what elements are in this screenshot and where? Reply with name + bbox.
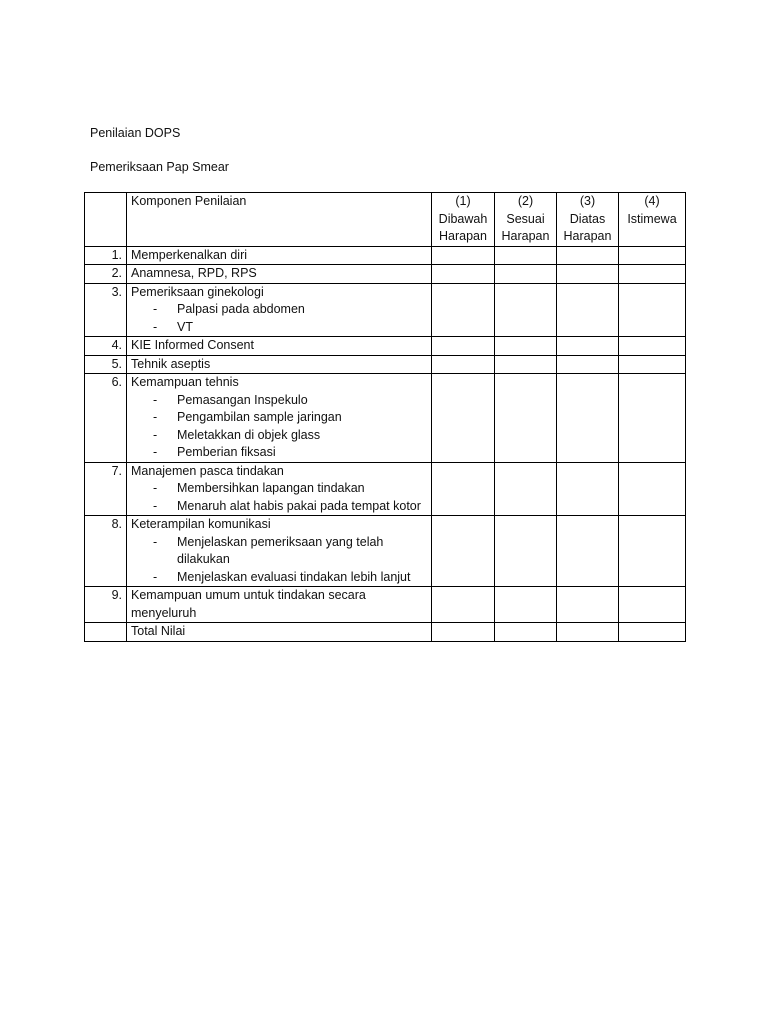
score-3-label-line1: Diatas bbox=[569, 211, 606, 226]
score-1-cell[interactable] bbox=[432, 462, 495, 516]
score-3-cell[interactable] bbox=[557, 283, 619, 337]
score-3-number: (3) bbox=[579, 194, 596, 208]
subitem: - Pemberian fiksasi bbox=[131, 444, 427, 462]
document-subtitle: Pemeriksaan Pap Smear bbox=[90, 160, 229, 174]
component-label: Kemampuan tehnis bbox=[131, 375, 239, 389]
subitem-list bbox=[131, 392, 427, 462]
score-3-cell[interactable] bbox=[557, 516, 619, 587]
score-4-cell[interactable] bbox=[619, 246, 686, 265]
score-4-cell[interactable] bbox=[619, 374, 686, 463]
subitem: - Pemasangan Inspekulo bbox=[131, 392, 427, 410]
subitem: - Menjelaskan pemeriksaan yang telah dilakukan bbox=[131, 534, 427, 569]
component-cell bbox=[127, 355, 432, 374]
table-row bbox=[85, 587, 686, 623]
total-score-2-cell bbox=[495, 623, 557, 642]
row-number: 2. bbox=[85, 265, 127, 284]
header-component: Komponen Penilaian bbox=[127, 193, 432, 247]
score-1-cell[interactable] bbox=[432, 337, 495, 356]
subitem: - Meletakkan di objek glass bbox=[131, 427, 427, 445]
component-cell bbox=[127, 265, 432, 284]
score-1-cell[interactable] bbox=[432, 516, 495, 587]
header-score-2 bbox=[495, 193, 557, 247]
component-cell bbox=[127, 462, 432, 516]
component-cell bbox=[127, 587, 432, 623]
row-number: 8. bbox=[85, 516, 127, 587]
subitem: - Pengambilan sample jaringan bbox=[131, 409, 427, 427]
table-body bbox=[85, 246, 686, 623]
score-2-cell[interactable] bbox=[495, 283, 557, 337]
row-number: 1. bbox=[85, 246, 127, 265]
score-3-cell[interactable] bbox=[557, 246, 619, 265]
table-row bbox=[85, 265, 686, 284]
score-2-cell[interactable] bbox=[495, 337, 557, 356]
score-4-cell[interactable] bbox=[619, 337, 686, 356]
score-4-cell[interactable] bbox=[619, 283, 686, 337]
score-1-number: (1) bbox=[455, 194, 471, 208]
score-2-cell[interactable] bbox=[495, 516, 557, 587]
score-4-cell[interactable] bbox=[619, 462, 686, 516]
row-number: 9. bbox=[85, 587, 127, 623]
total-number-cell bbox=[85, 623, 127, 642]
row-number: 6. bbox=[85, 374, 127, 463]
score-4-cell[interactable] bbox=[619, 265, 686, 284]
component-label: Keterampilan komunikasi bbox=[131, 517, 271, 531]
header-score-1 bbox=[432, 193, 495, 247]
component-cell bbox=[127, 283, 432, 337]
score-3-cell[interactable] bbox=[557, 374, 619, 463]
total-score-1-cell bbox=[432, 623, 495, 642]
component-label: Manajemen pasca tindakan bbox=[131, 463, 284, 478]
row-number: 7. bbox=[85, 462, 127, 516]
component-label: Pemeriksaan ginekologi bbox=[131, 284, 264, 299]
score-3-cell[interactable] bbox=[557, 265, 619, 284]
component-cell bbox=[127, 337, 432, 356]
component-label: Tehnik aseptis bbox=[131, 356, 211, 371]
table-row bbox=[85, 355, 686, 374]
score-2-cell[interactable] bbox=[495, 374, 557, 463]
table-row bbox=[85, 283, 686, 337]
subitem: - Membersihkan lapangan tindakan bbox=[131, 480, 427, 498]
total-score-4-cell bbox=[619, 623, 686, 642]
component-cell bbox=[127, 246, 432, 265]
document-title: Penilaian DOPS bbox=[90, 126, 181, 140]
score-2-label-line1: Sesuai bbox=[506, 211, 545, 226]
score-1-label-line2: Harapan bbox=[439, 229, 487, 243]
assessment-table bbox=[84, 192, 686, 642]
total-label: Total Nilai bbox=[127, 623, 432, 642]
score-1-cell[interactable] bbox=[432, 355, 495, 374]
component-label: KIE Informed Consent bbox=[131, 338, 254, 352]
score-3-cell[interactable] bbox=[557, 462, 619, 516]
table-row bbox=[85, 462, 686, 516]
header-number-cell bbox=[85, 193, 127, 247]
score-2-cell[interactable] bbox=[495, 355, 557, 374]
subitem-list bbox=[131, 480, 427, 515]
score-3-cell[interactable] bbox=[557, 587, 619, 623]
score-2-cell[interactable] bbox=[495, 587, 557, 623]
score-2-cell[interactable] bbox=[495, 462, 557, 516]
total-row bbox=[85, 623, 686, 642]
score-1-cell[interactable] bbox=[432, 265, 495, 284]
component-cell bbox=[127, 516, 432, 587]
score-1-cell[interactable] bbox=[432, 246, 495, 265]
row-number: 5. bbox=[85, 355, 127, 374]
table-row bbox=[85, 374, 686, 463]
table-row bbox=[85, 516, 686, 587]
table-row bbox=[85, 246, 686, 265]
score-4-cell[interactable] bbox=[619, 355, 686, 374]
header-score-4 bbox=[619, 193, 686, 247]
score-2-number: (2) bbox=[517, 194, 534, 208]
score-4-label-line1: Istimewa bbox=[627, 211, 677, 226]
score-3-cell[interactable] bbox=[557, 337, 619, 356]
score-4-cell[interactable] bbox=[619, 516, 686, 587]
score-3-cell[interactable] bbox=[557, 355, 619, 374]
component-label: Memperkenalkan diri bbox=[131, 247, 248, 262]
score-4-number: (4) bbox=[644, 194, 660, 208]
subitem-list bbox=[131, 534, 427, 587]
score-4-cell[interactable] bbox=[619, 587, 686, 623]
score-3-label-line2: Harapan bbox=[563, 229, 612, 243]
total-score-3-cell bbox=[557, 623, 619, 642]
row-number: 3. bbox=[85, 283, 127, 337]
score-2-cell[interactable] bbox=[495, 246, 557, 265]
score-2-label-line2: Harapan bbox=[501, 229, 550, 243]
score-2-cell[interactable] bbox=[495, 265, 557, 284]
header-score-3 bbox=[557, 193, 619, 247]
component-label: Anamnesa, RPD, RPS bbox=[131, 266, 257, 280]
subitem: - Palpasi pada abdomen bbox=[131, 301, 427, 319]
score-1-label-line1: Dibawah bbox=[438, 211, 488, 226]
subitem-list bbox=[131, 301, 427, 336]
subitem: - VT bbox=[131, 319, 427, 337]
score-1-cell[interactable] bbox=[432, 374, 495, 463]
score-1-cell[interactable] bbox=[432, 283, 495, 337]
component-label: Kemampuan umum untuk tindakan secara menyeluruh bbox=[131, 588, 366, 620]
score-1-cell[interactable] bbox=[432, 587, 495, 623]
table-row bbox=[85, 337, 686, 356]
subitem: - Menaruh alat habis pakai pada tempat kotor bbox=[131, 498, 427, 516]
row-number: 4. bbox=[85, 337, 127, 356]
component-cell bbox=[127, 374, 432, 463]
table-header-row bbox=[85, 193, 686, 247]
subitem: - Menjelaskan evaluasi tindakan lebih lanjut bbox=[131, 569, 427, 587]
